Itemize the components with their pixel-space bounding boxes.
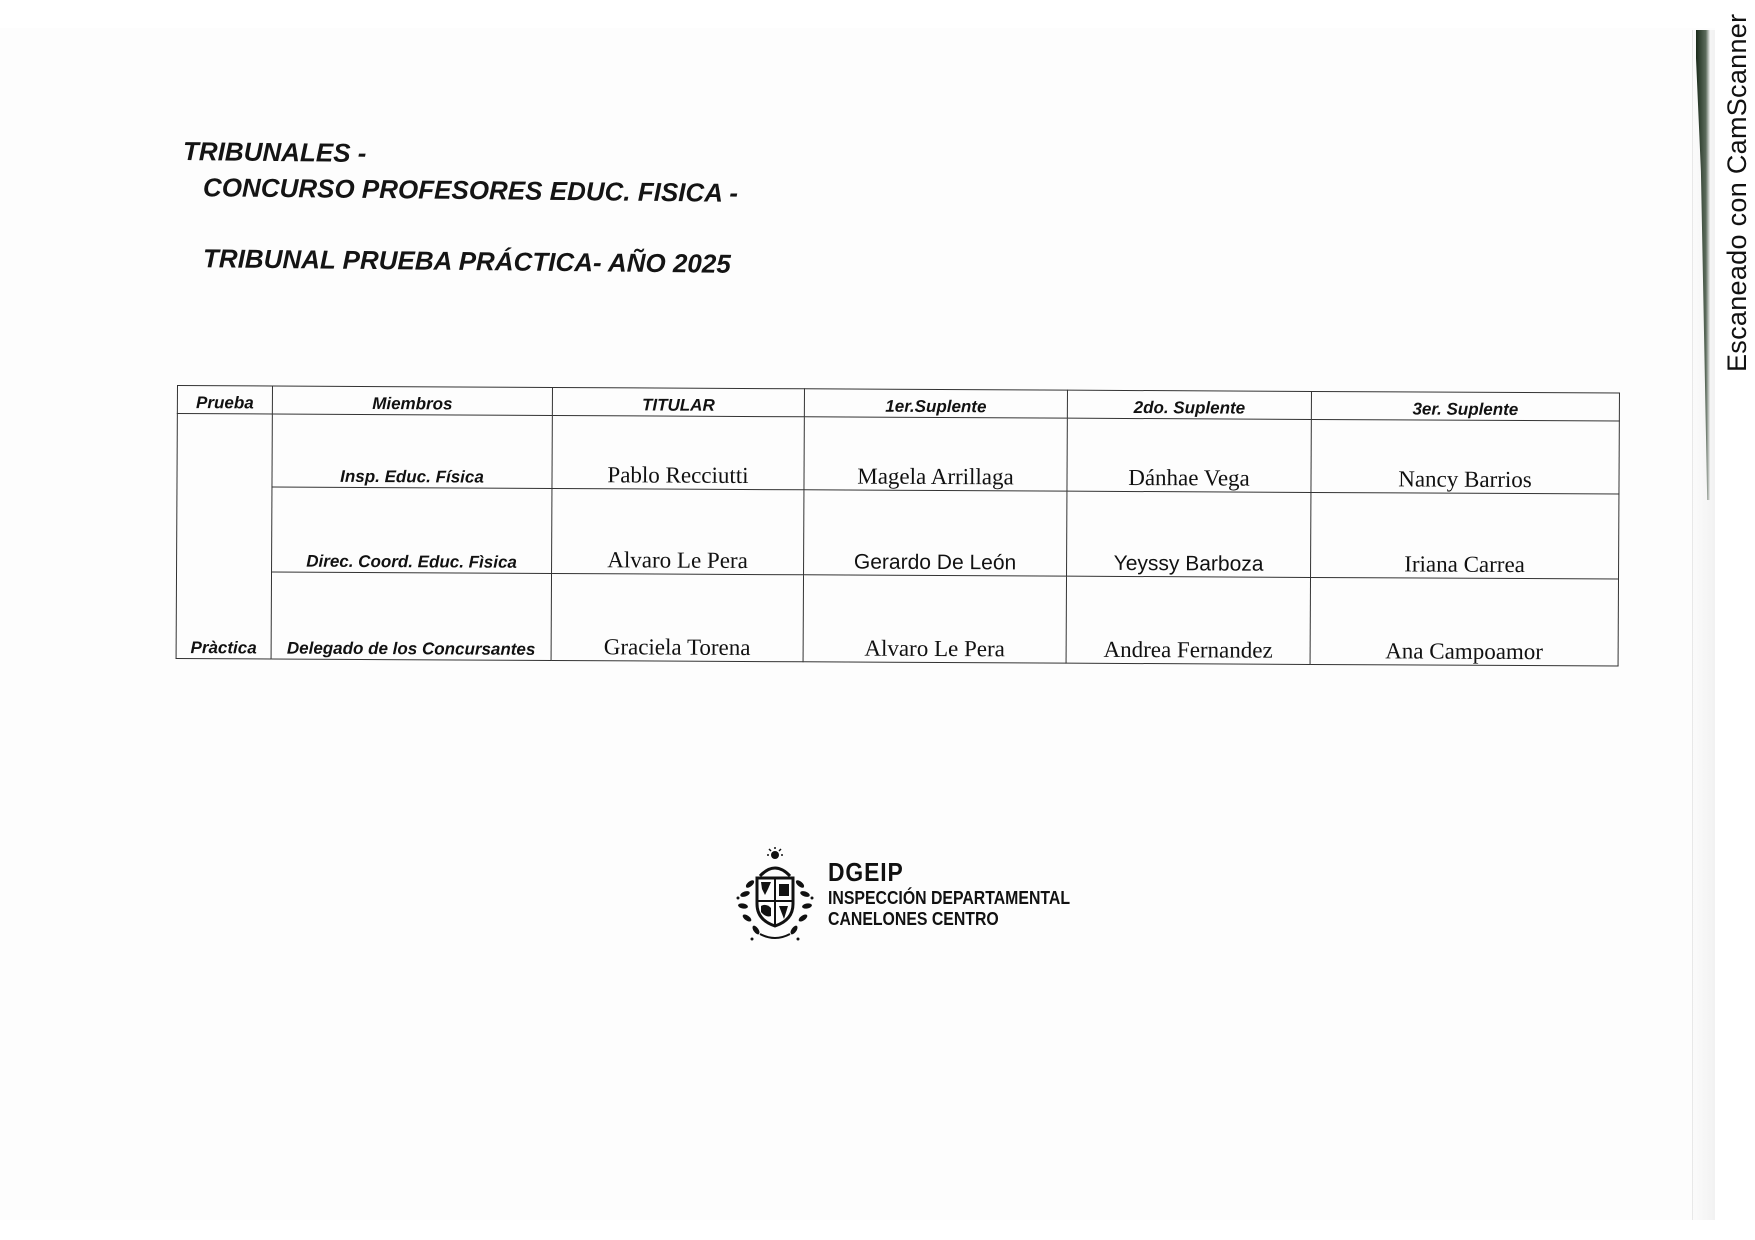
suplente-3-cell: Ana Campoamor (1310, 577, 1618, 666)
column-header-suplente-2: 2do. Suplente (1067, 390, 1311, 419)
tribunal-table (176, 385, 1619, 667)
column-header-suplente-1: 1er.Suplente (804, 389, 1067, 418)
suplente-3-cell: Iriana Carrea (1311, 492, 1619, 579)
camscanner-watermark: Escaneado con CamScanner (1722, 13, 1752, 372)
table-row (177, 487, 1619, 580)
stamp-line-2: INSPECCIÓN DEPARTAMENTAL (828, 887, 1071, 908)
suplente-2-cell: Yeyssy Barboza (1067, 491, 1311, 577)
uruguay-coat-of-arms-icon (730, 846, 820, 946)
stamp-line-3: CANELONES CENTRO (828, 908, 999, 929)
member-cell: Delegado de los Concursantes (271, 572, 551, 660)
prueba-cell: Pràctica (176, 414, 272, 659)
suplente-1-cell: Alvaro Le Pera (803, 575, 1066, 663)
table-row (177, 414, 1619, 495)
institution-stamp (730, 846, 1071, 956)
column-header-miembros: Miembros (272, 386, 552, 415)
heading-line-1: TRIBUNALES - (182, 136, 367, 168)
titular-cell: Graciela Torena (551, 573, 803, 661)
titular-cell: Pablo Recciutti (552, 415, 804, 489)
suplente-2-cell: Dánhae Vega (1067, 418, 1311, 492)
heading-line-2: CONCURSO PROFESORES EDUC. FISICA - (202, 172, 739, 208)
heading-line-3: TRIBUNAL PRUEBA PRÁCTICA- AÑO 2025 (202, 243, 731, 279)
titular-cell: Alvaro Le Pera (552, 488, 804, 574)
suplente-1-cell: Magela Arrillaga (804, 417, 1067, 491)
column-header-suplente-3: 3er. Suplente (1311, 391, 1619, 421)
stamp-text (828, 858, 1070, 929)
table-row (176, 572, 1618, 667)
suplente-1-cell: Gerardo De León (804, 490, 1067, 576)
suplente-2-cell: Andrea Fernandez (1066, 576, 1310, 664)
suplente-3-cell: Nancy Barrios (1311, 419, 1619, 494)
column-header-prueba: Prueba (177, 386, 272, 414)
member-cell: Insp. Educ. Física (272, 414, 552, 488)
column-header-titular: TITULAR (552, 387, 804, 416)
member-cell: Direc. Coord. Educ. Fìsica (272, 487, 552, 573)
stamp-line-1: DGEIP (828, 857, 904, 887)
